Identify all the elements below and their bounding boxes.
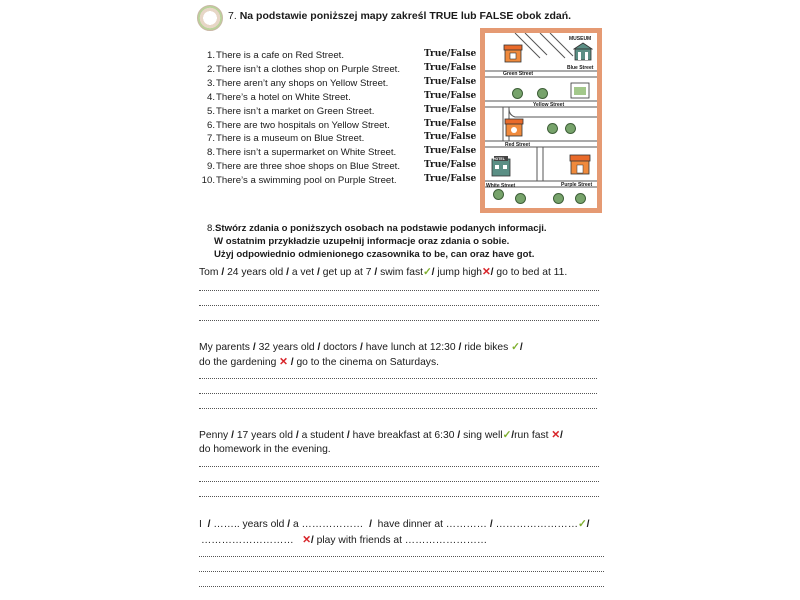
true-false-option-2[interactable]: True/False: [424, 63, 477, 73]
check-icon: ✓: [577, 519, 587, 530]
answer-line[interactable]: [199, 408, 597, 410]
tree-icon: [515, 193, 526, 204]
true-false-option-1[interactable]: True/False: [424, 49, 477, 59]
answer-line[interactable]: [199, 496, 599, 498]
statement-10: 10.There’s a swimming pool on Purple Street.: [201, 175, 397, 186]
cross-icon: ✕: [551, 430, 560, 441]
tree-icon: [575, 193, 586, 204]
statement-7: 7.There is a museum on Blue Street.: [206, 133, 365, 144]
tree-icon: [512, 88, 523, 99]
exercise-8-instructions: [207, 222, 547, 261]
prompt-me: I / …….. years old / a ……………… / have dinner at ………… / ……………………✓/: [199, 519, 590, 530]
true-false-option-3[interactable]: True/False: [424, 77, 477, 87]
tree-icon: [537, 88, 548, 99]
prompt-tom: Tom / 24 years old / a vet / get up at 7 / swim fast✓/ jump high✕/ go to bed at 11.: [199, 267, 568, 278]
street-label-yellow: Yellow Street: [533, 102, 565, 108]
statement-6: 6.There are two hospitals on Yellow Street.: [206, 120, 390, 131]
prompt-parents: My parents / 32 years old / doctors / have lunch at 12:30 / ride bikes ✓/: [199, 342, 523, 353]
prompt-parents-cont: do the gardening ✕ / go to the cinema on Saturdays.: [199, 357, 439, 368]
true-false-option-4[interactable]: True/False: [424, 91, 477, 101]
statement-9: 9.There are three shoe shops on Blue Street.: [206, 161, 400, 172]
cross-icon: ✕: [302, 535, 311, 546]
exercise-number: 8.: [207, 223, 216, 234]
street-label-green: Green Street: [503, 71, 534, 77]
answer-line[interactable]: [199, 305, 599, 307]
prompt-me-cont: ……………………… ✕/ play with friends at ……………………: [201, 535, 488, 546]
shop-icon: [503, 43, 523, 63]
tree-icon: [553, 193, 564, 204]
answer-line[interactable]: [199, 393, 597, 395]
true-false-option-10[interactable]: True/False: [424, 174, 477, 184]
shoe-shop-icon: [569, 153, 589, 173]
cross-icon: ✕: [279, 357, 288, 368]
statement-5: 5.There isn’t a market on Green Street.: [206, 106, 375, 117]
true-false-option-7[interactable]: True/False: [424, 132, 477, 142]
tree-icon: [493, 189, 504, 200]
tree-icon: [565, 123, 576, 134]
true-false-option-5[interactable]: True/False: [424, 105, 477, 115]
true-false-option-6[interactable]: True/False: [424, 119, 477, 129]
check-icon: ✓: [422, 267, 432, 278]
statement-8: 8.There isn’t a supermarket on White Street.: [206, 147, 397, 158]
street-label-red: Red Street: [505, 142, 531, 148]
answer-line[interactable]: [199, 556, 604, 558]
cafe-icon: [504, 117, 524, 137]
exercise-number: 7.: [228, 10, 237, 22]
school-logo: [197, 5, 223, 31]
street-label-blue: Blue Street: [567, 65, 594, 71]
answer-line[interactable]: [199, 481, 599, 483]
answer-line[interactable]: [199, 571, 604, 573]
hospital-icon: [570, 81, 590, 101]
answer-line[interactable]: [199, 586, 604, 588]
true-false-option-9[interactable]: True/False: [424, 160, 477, 170]
statement-4: 4.There’s a hotel on White Street.: [206, 92, 351, 103]
museum-icon: [573, 41, 593, 61]
exercise-instruction: Na podstawie poniższej mapy zakreśl TRUE lub FALSE obok zdań.: [239, 10, 572, 22]
prompt-penny: Penny / 17 years old / a student / have breakfast at 6:30 / sing well✓/run fast ✕/: [199, 430, 563, 441]
prompt-penny-cont: do homework in the evening.: [199, 444, 331, 455]
true-false-option-8[interactable]: True/False: [424, 146, 477, 156]
street-label-white: White Street: [486, 183, 516, 189]
statement-2: 2.There isn’t a clothes shop on Purple Street.: [206, 64, 400, 75]
hotel-label: HOTEL: [493, 157, 505, 161]
street-label-purple: Purple Street: [561, 182, 593, 188]
town-map: [480, 28, 602, 213]
tree-icon: [547, 123, 558, 134]
instruction-line: Stwórz zdania o poniższych osobach na podstawie podanych informacji.: [215, 223, 547, 234]
statement-3: 3.There aren’t any shops on Yellow Street.: [206, 78, 389, 89]
exercise-7-title: [228, 10, 571, 22]
museum-label: MUSEUM: [569, 36, 592, 42]
answer-line[interactable]: [199, 320, 599, 322]
check-icon: ✓: [511, 342, 520, 353]
cross-icon: ✕: [482, 267, 491, 278]
answer-line[interactable]: [199, 378, 597, 380]
answer-line[interactable]: [199, 466, 599, 468]
answer-line[interactable]: [199, 290, 599, 292]
check-icon: ✓: [502, 430, 512, 441]
statement-1: 1.There is a cafe on Red Street.: [206, 50, 344, 61]
instruction-line: W ostatnim przykładzie uzupełnij informacje oraz zdania o sobie.: [214, 236, 510, 247]
instruction-line: Użyj odpowiednio odmienionego czasownika to be, can oraz have got.: [214, 249, 535, 260]
